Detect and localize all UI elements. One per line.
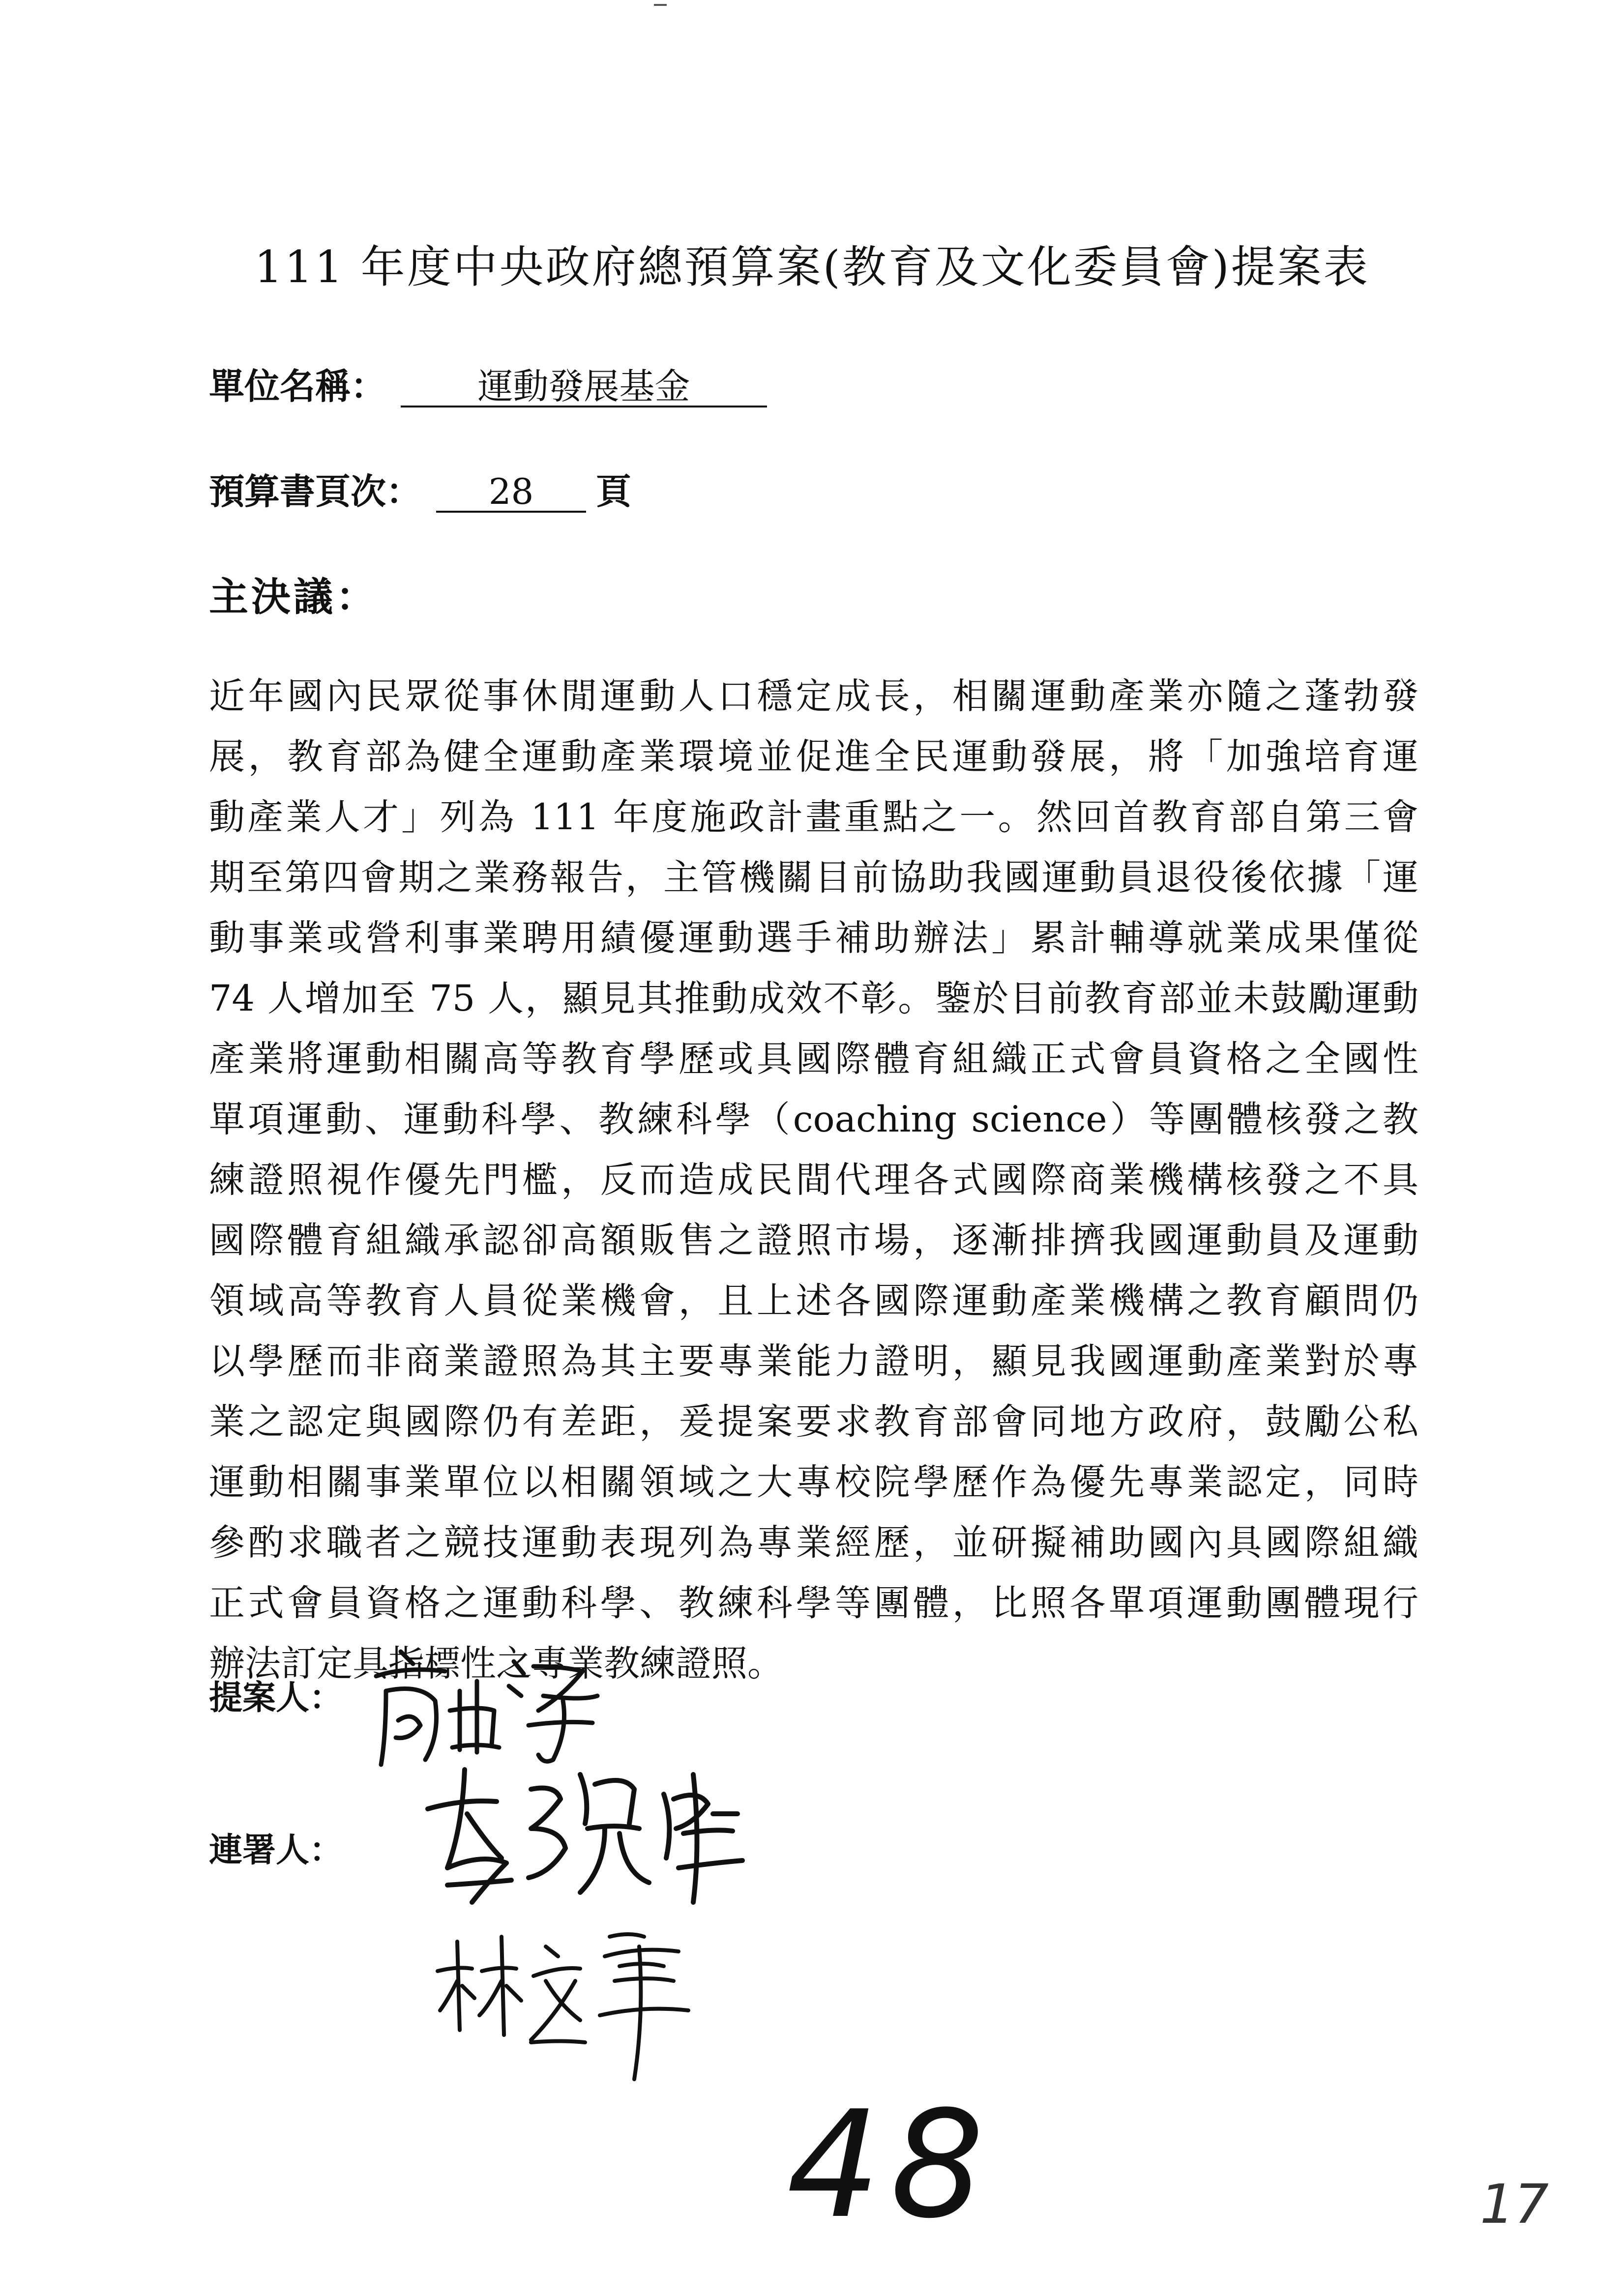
unit-name-value: 運動發展基金 [401, 368, 767, 407]
body-line: 單項運動、運動科學、教練科學（coaching science）等團體核發之教 [209, 1099, 1418, 1140]
budget-page-suffix: 頁 [596, 470, 632, 512]
body-line: 參酌求職者之競技運動表現列為專業經歷，並研擬補助國內具國際組織 [209, 1522, 1418, 1564]
body-line: 國際體育組織承認卻高額販售之證照市場，逐漸排擠我國運動員及運動 [209, 1220, 1418, 1261]
body-line: 期至第四會期之業務報告，主管機關目前協助我國運動員退役後依據「運 [209, 857, 1418, 899]
body-line: 辦法訂定具指標性之專業教練證照。 [209, 1643, 783, 1685]
body-line: 正式會員資格之運動科學、教練科學等團體，比照各單項運動團體現行 [209, 1582, 1418, 1624]
page-mark: 17 [1480, 2173, 1549, 2236]
document-title: 111 年度中央政府總預算案(教育及文化委員會)提案表 [254, 241, 1370, 293]
cosigner-signature-1 [418, 1755, 752, 1917]
body-line: 動產業人才」列為 111 年度施政計畫重點之一。然回首教育部自第三會 [209, 796, 1418, 838]
scan-mark [654, 4, 667, 6]
body-line: 練證照視作優先門檻，反而造成民間代理各式國際商業機構核發之不具 [209, 1159, 1418, 1201]
body-line: 近年國內民眾從事休閒運動人口穩定成長，相關運動產業亦隨之蓬勃發 [209, 675, 1418, 717]
resolution-heading: 主決議： [209, 574, 378, 620]
cosigner-label: 連署人： [209, 1831, 343, 1870]
body-line: 展，教育部為健全運動產業環境並促進全民運動發展，將「加強培育運 [209, 736, 1418, 778]
handwritten-number: 48 [787, 2079, 994, 2251]
body-line: 動事業或營利事業聘用績優運動選手補助辦法」累計輔導就業成果僅從 [209, 917, 1418, 959]
budget-page-value: 28 [436, 473, 586, 513]
proposer-label: 提案人： [209, 1678, 343, 1717]
budget-page-row [209, 463, 631, 514]
signature-scribble [433, 1917, 738, 2084]
unit-name-label: 單位名稱： [209, 365, 386, 407]
body-line: 業之認定與國際仍有差距，爰提案要求教育部會同地方政府，鼓勵公私 [209, 1401, 1418, 1443]
body-line: 以學歷而非商業證照為其主要專業能力證明，顯見我國運動產業對於專 [209, 1340, 1418, 1382]
signature-scribble [418, 1755, 752, 1917]
resolution-body [209, 666, 1418, 1694]
unit-name-row [209, 358, 767, 409]
budget-page-label: 預算書頁次： [209, 470, 422, 512]
body-line: 74 人增加至 75 人，顯見其推動成效不彰。鑒於目前教育部並未鼓勵運動 [209, 978, 1418, 1019]
cosigner-signature-2 [433, 1917, 738, 2084]
body-line: 領域高等教育人員從業機會，且上述各國際運動產業機構之教育顧問仍 [209, 1280, 1418, 1322]
body-line: 產業將運動相關高等教育學歷或具國際體育組織正式會員資格之全國性 [209, 1038, 1418, 1080]
body-line: 運動相關事業單位以相關領域之大專校院學歷作為優先專業認定，同時 [209, 1461, 1418, 1503]
